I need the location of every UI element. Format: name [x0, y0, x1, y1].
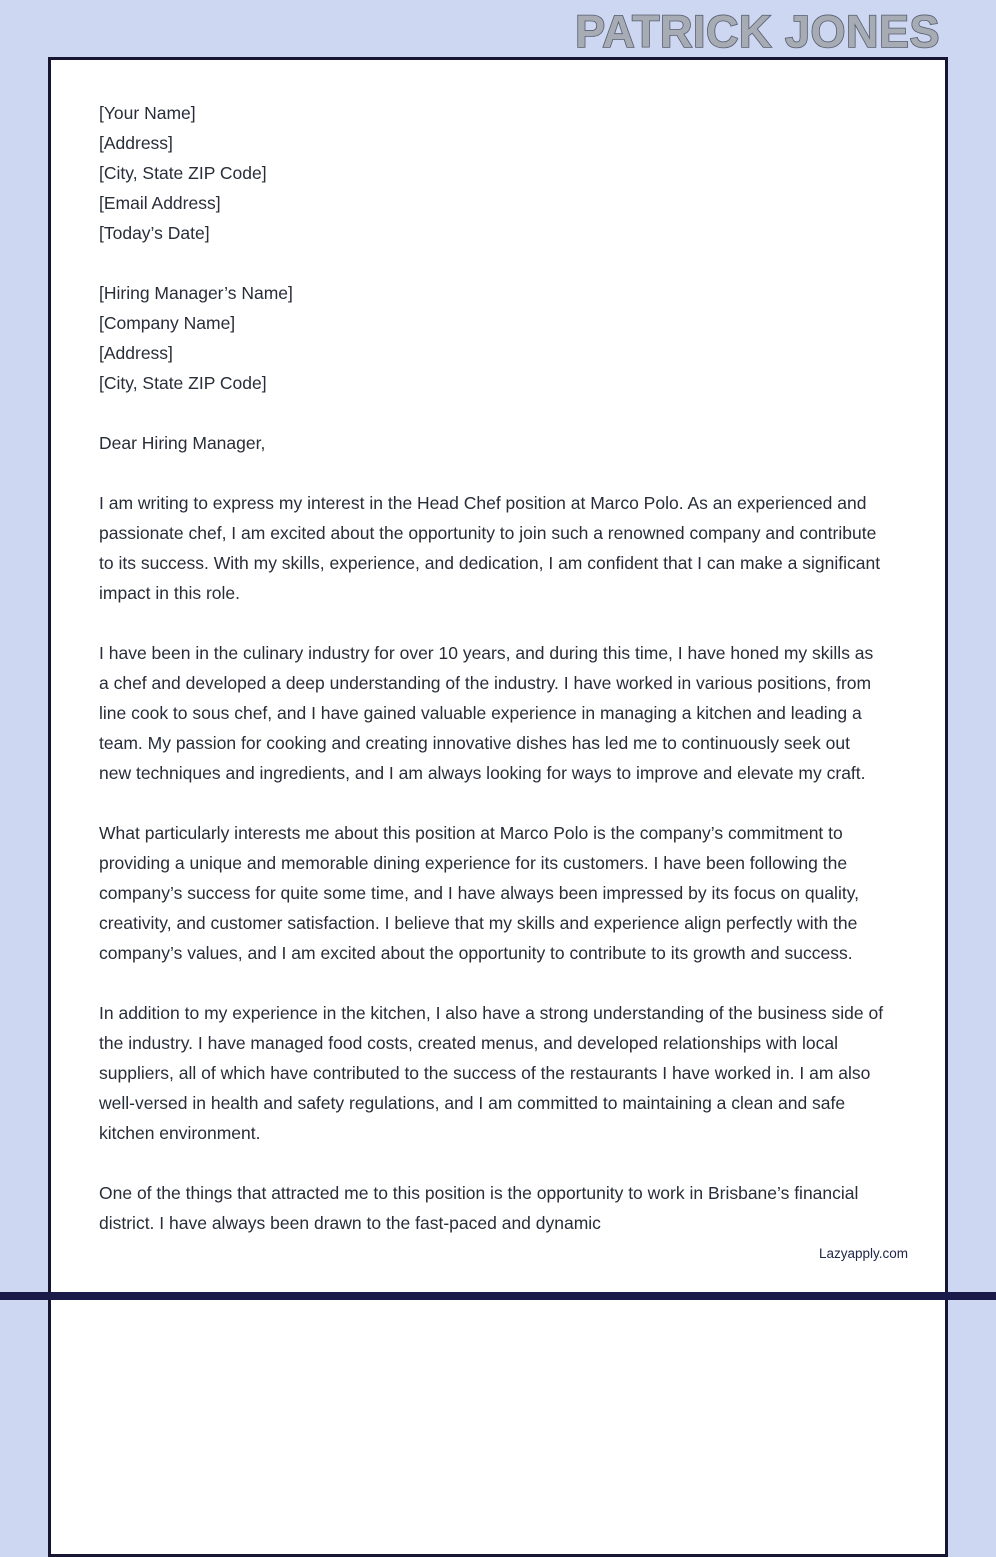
- recipient-name-line: [Hiring Manager’s Name]: [99, 283, 293, 303]
- paragraph-business-skills: In addition to my experience in the kitchen, I also have a strong understanding of the business side of the industry. I have managed food costs, created menus, and developed relationships with local suppliers, all of which have contributed to the success of the restaurants I have worked in. I am also well-versed in health and safety regulations, and I am committed to maintaining a clean and safe kitchen environment.: [99, 1003, 884, 1143]
- sender-address-block: [99, 98, 885, 248]
- sender-email-line: [Email Address]: [99, 193, 221, 213]
- recipient-city-line: [City, State ZIP Code]: [99, 373, 267, 393]
- paragraph-location: One of the things that attracted me to this position is the opportunity to work in Brisbane’s financial district. I have always been drawn to the fast-paced and dynamic: [99, 1183, 859, 1233]
- sender-city-line: [City, State ZIP Code]: [99, 163, 267, 183]
- recipient-company-line: [Company Name]: [99, 313, 236, 333]
- brand-name: PATRICK JONES: [575, 6, 940, 57]
- recipient-address-block: [99, 278, 885, 398]
- paragraph-intro: I am writing to express my interest in the Head Chef position at Marco Polo. As an experienced and passionate chef, I am excited about the opportunity to join such a renowned company and contribute to its success. With my skills, experience, and dedication, I am confident that I can make a significant impact in this role.: [99, 493, 881, 603]
- sender-date-line: [Today’s Date]: [99, 223, 210, 243]
- bottom-edge-strip: [0, 1292, 996, 1300]
- cover-letter-body: [51, 60, 945, 1278]
- salutation: Dear Hiring Manager,: [99, 433, 266, 453]
- watermark: Lazyapply.com: [818, 1246, 908, 1261]
- paragraph-experience: I have been in the culinary industry for over 10 years, and during this time, I have honed my skills as a chef and developed a deep understanding of the industry. I have worked in various positions, from line cook to sous chef, and I have gained valuable experience in managing a kitchen and leading a team. My passion for cooking and creating innovative dishes has led me to continuously seek out new techniques and ingredients, and I am always looking for ways to improve and elevate my craft.: [99, 643, 874, 783]
- paragraph-company-interest: What particularly interests me about this position at Marco Polo is the company’s commitment to providing a unique and memorable dining experience for its customers. I have been following the company’s success for quite some time, and I have always been impressed by its focus on quality, creativity, and customer satisfaction. I believe that my skills and experience align perfectly with the company’s values, and I am excited about the opportunity to contribute to its growth and success.: [99, 823, 860, 963]
- sender-address-line: [Address]: [99, 133, 173, 153]
- recipient-address-line: [Address]: [99, 343, 173, 363]
- cover-letter-page: [48, 57, 948, 1557]
- sender-name-line: [Your Name]: [99, 103, 196, 123]
